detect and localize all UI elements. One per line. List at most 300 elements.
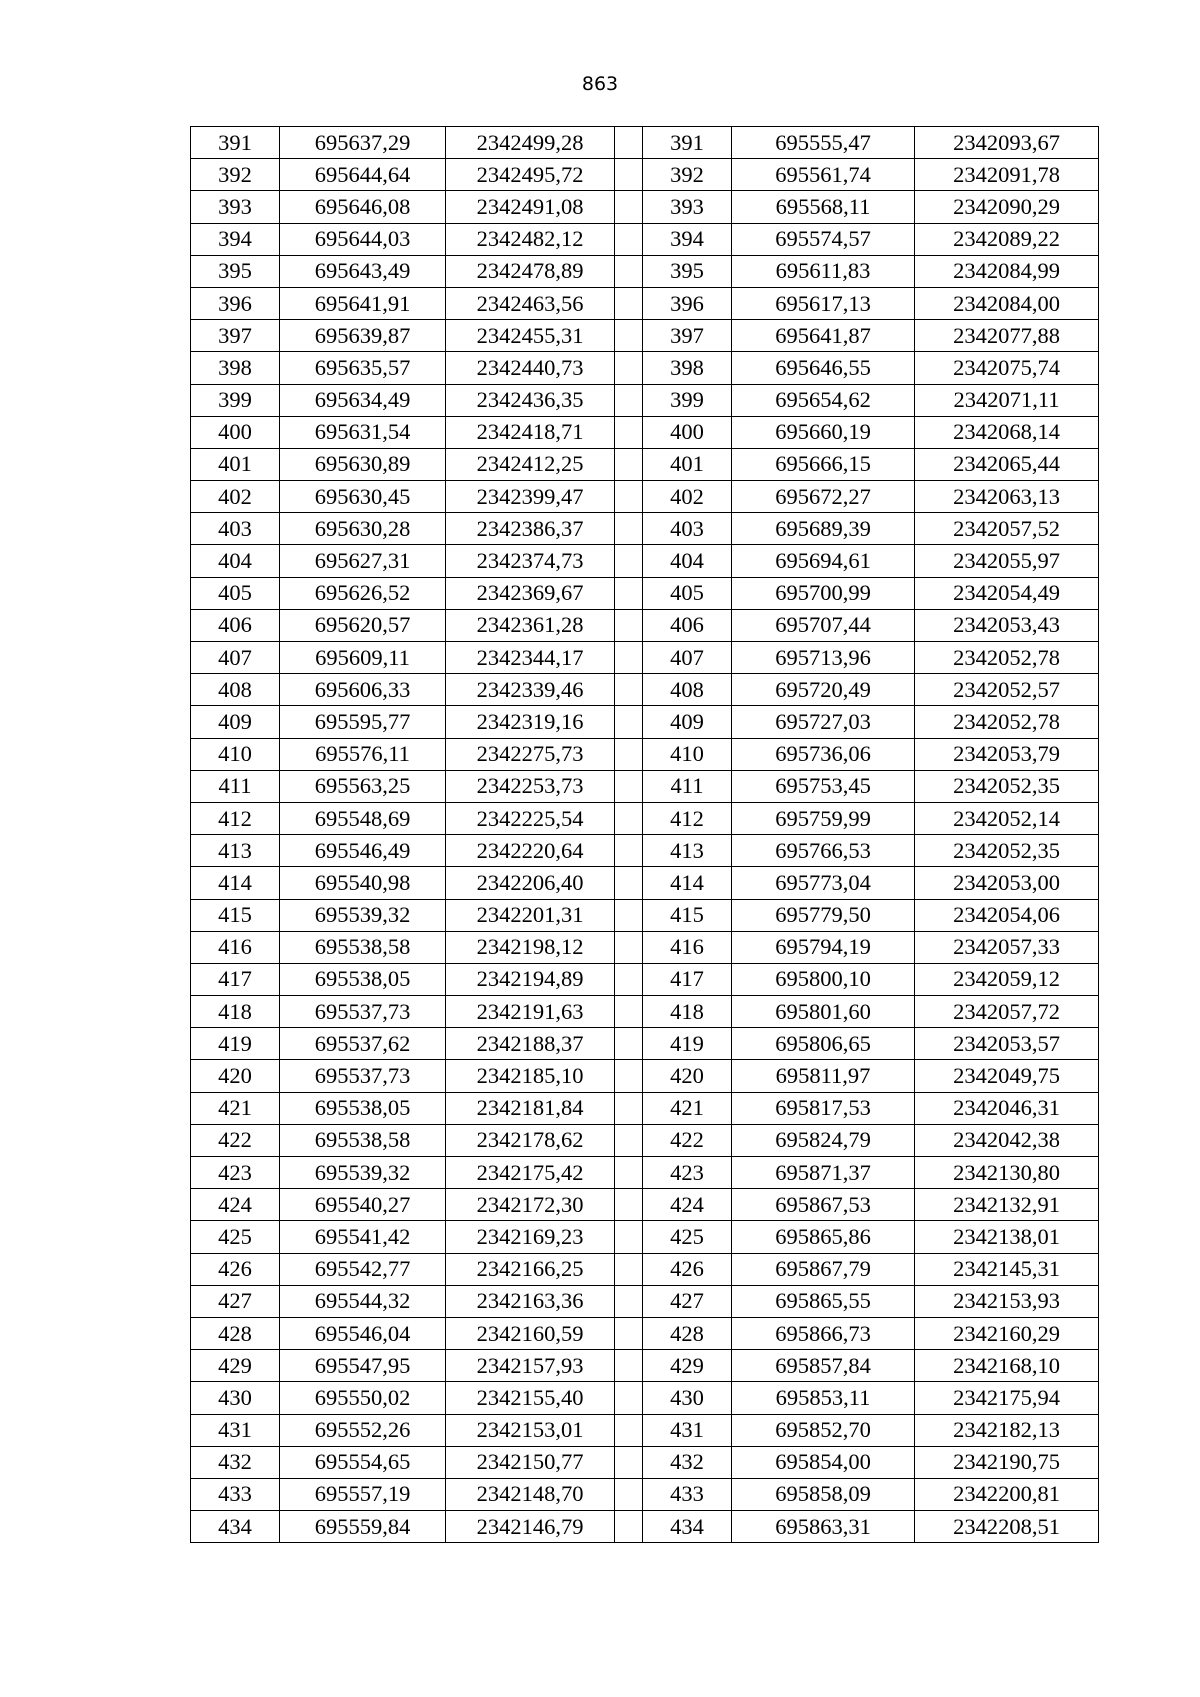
right-y-coordinate-cell: 2342053,43 [915,609,1099,641]
table-row [191,899,1099,931]
left-y-coordinate-cell: 2342463,56 [446,287,615,319]
right-point-number-cell: 392 [643,159,732,191]
right-point-number-cell: 423 [643,1157,732,1189]
left-x-coordinate-cell: 695631,54 [280,416,446,448]
right-x-coordinate-cell: 695694,61 [732,545,915,577]
coordinates-table [190,126,1099,1543]
spacer-cell [615,802,643,834]
right-y-coordinate-cell: 2342093,67 [915,127,1099,159]
left-point-number-cell: 430 [191,1382,280,1414]
right-y-coordinate-cell: 2342145,31 [915,1253,1099,1285]
left-x-coordinate-cell: 695540,27 [280,1189,446,1221]
left-x-coordinate-cell: 695630,89 [280,448,446,480]
spacer-cell [615,609,643,641]
left-y-coordinate-cell: 2342153,01 [446,1414,615,1446]
left-x-coordinate-cell: 695540,98 [280,867,446,899]
right-y-coordinate-cell: 2342046,31 [915,1092,1099,1124]
left-point-number-cell: 408 [191,674,280,706]
spacer-cell [615,1511,643,1543]
left-point-number-cell: 400 [191,416,280,448]
right-point-number-cell: 394 [643,223,732,255]
right-y-coordinate-cell: 2342200,81 [915,1478,1099,1510]
right-y-coordinate-cell: 2342052,35 [915,770,1099,802]
left-y-coordinate-cell: 2342191,63 [446,996,615,1028]
table-row [191,835,1099,867]
left-x-coordinate-cell: 695546,49 [280,835,446,867]
spacer-cell [615,1253,643,1285]
left-x-coordinate-cell: 695538,05 [280,1092,446,1124]
right-y-coordinate-cell: 2342130,80 [915,1157,1099,1189]
right-point-number-cell: 432 [643,1446,732,1478]
right-x-coordinate-cell: 695700,99 [732,577,915,609]
spacer-cell [615,287,643,319]
right-x-coordinate-cell: 695863,31 [732,1511,915,1543]
right-point-number-cell: 411 [643,770,732,802]
spacer-cell [615,1285,643,1317]
left-point-number-cell: 427 [191,1285,280,1317]
right-y-coordinate-cell: 2342091,78 [915,159,1099,191]
spacer-cell [615,1350,643,1382]
table-row [191,1124,1099,1156]
right-x-coordinate-cell: 695753,45 [732,770,915,802]
right-y-coordinate-cell: 2342057,33 [915,931,1099,963]
left-x-coordinate-cell: 695630,45 [280,481,446,513]
left-point-number-cell: 404 [191,545,280,577]
right-x-coordinate-cell: 695766,53 [732,835,915,867]
left-x-coordinate-cell: 695537,73 [280,1060,446,1092]
right-y-coordinate-cell: 2342052,78 [915,642,1099,674]
right-point-number-cell: 405 [643,577,732,609]
left-point-number-cell: 405 [191,577,280,609]
right-x-coordinate-cell: 695871,37 [732,1157,915,1189]
right-point-number-cell: 407 [643,642,732,674]
right-x-coordinate-cell: 695654,62 [732,384,915,416]
right-point-number-cell: 408 [643,674,732,706]
left-y-coordinate-cell: 2342175,42 [446,1157,615,1189]
spacer-cell [615,674,643,706]
left-y-coordinate-cell: 2342185,10 [446,1060,615,1092]
right-point-number-cell: 401 [643,448,732,480]
right-point-number-cell: 418 [643,996,732,1028]
left-y-coordinate-cell: 2342148,70 [446,1478,615,1510]
left-x-coordinate-cell: 695552,26 [280,1414,446,1446]
left-point-number-cell: 391 [191,127,280,159]
spacer-cell [615,1478,643,1510]
right-x-coordinate-cell: 695811,97 [732,1060,915,1092]
left-point-number-cell: 407 [191,642,280,674]
left-x-coordinate-cell: 695539,32 [280,899,446,931]
right-point-number-cell: 413 [643,835,732,867]
right-point-number-cell: 397 [643,320,732,352]
right-x-coordinate-cell: 695736,06 [732,738,915,770]
right-point-number-cell: 433 [643,1478,732,1510]
left-point-number-cell: 434 [191,1511,280,1543]
table-row [191,545,1099,577]
right-y-coordinate-cell: 2342052,78 [915,706,1099,738]
right-y-coordinate-cell: 2342068,14 [915,416,1099,448]
right-x-coordinate-cell: 695854,00 [732,1446,915,1478]
left-y-coordinate-cell: 2342169,23 [446,1221,615,1253]
table-row [191,996,1099,1028]
table-row [191,1157,1099,1189]
left-point-number-cell: 392 [191,159,280,191]
table-row [191,352,1099,384]
left-x-coordinate-cell: 695595,77 [280,706,446,738]
left-y-coordinate-cell: 2342478,89 [446,255,615,287]
right-point-number-cell: 403 [643,513,732,545]
right-y-coordinate-cell: 2342071,11 [915,384,1099,416]
left-x-coordinate-cell: 695637,29 [280,127,446,159]
table-row [191,1511,1099,1543]
right-point-number-cell: 431 [643,1414,732,1446]
table-row [191,931,1099,963]
right-point-number-cell: 398 [643,352,732,384]
spacer-cell [615,513,643,545]
spacer-cell [615,352,643,384]
left-x-coordinate-cell: 695559,84 [280,1511,446,1543]
right-y-coordinate-cell: 2342049,75 [915,1060,1099,1092]
left-point-number-cell: 420 [191,1060,280,1092]
table-row [191,127,1099,159]
table-row [191,1028,1099,1060]
left-y-coordinate-cell: 2342146,79 [446,1511,615,1543]
left-y-coordinate-cell: 2342163,36 [446,1285,615,1317]
left-point-number-cell: 396 [191,287,280,319]
table-row [191,963,1099,995]
left-point-number-cell: 419 [191,1028,280,1060]
right-x-coordinate-cell: 695561,74 [732,159,915,191]
right-y-coordinate-cell: 2342190,75 [915,1446,1099,1478]
right-point-number-cell: 422 [643,1124,732,1156]
left-y-coordinate-cell: 2342344,17 [446,642,615,674]
right-x-coordinate-cell: 695617,13 [732,287,915,319]
right-x-coordinate-cell: 695779,50 [732,899,915,931]
right-y-coordinate-cell: 2342132,91 [915,1189,1099,1221]
left-x-coordinate-cell: 695544,32 [280,1285,446,1317]
right-x-coordinate-cell: 695707,44 [732,609,915,641]
spacer-cell [615,1157,643,1189]
table-row [191,609,1099,641]
left-x-coordinate-cell: 695644,03 [280,223,446,255]
left-y-coordinate-cell: 2342188,37 [446,1028,615,1060]
spacer-cell [615,835,643,867]
left-y-coordinate-cell: 2342155,40 [446,1382,615,1414]
right-x-coordinate-cell: 695865,86 [732,1221,915,1253]
spacer-cell [615,1124,643,1156]
right-point-number-cell: 421 [643,1092,732,1124]
spacer-cell [615,1060,643,1092]
table-row [191,770,1099,802]
left-y-coordinate-cell: 2342198,12 [446,931,615,963]
table-row [191,1382,1099,1414]
right-point-number-cell: 406 [643,609,732,641]
left-point-number-cell: 413 [191,835,280,867]
right-x-coordinate-cell: 695867,79 [732,1253,915,1285]
right-point-number-cell: 402 [643,481,732,513]
right-point-number-cell: 415 [643,899,732,931]
right-point-number-cell: 425 [643,1221,732,1253]
right-point-number-cell: 426 [643,1253,732,1285]
left-point-number-cell: 421 [191,1092,280,1124]
left-x-coordinate-cell: 695646,08 [280,191,446,223]
left-x-coordinate-cell: 695641,91 [280,287,446,319]
left-y-coordinate-cell: 2342412,25 [446,448,615,480]
left-point-number-cell: 411 [191,770,280,802]
spacer-cell [615,255,643,287]
left-y-coordinate-cell: 2342361,28 [446,609,615,641]
left-x-coordinate-cell: 695537,62 [280,1028,446,1060]
right-y-coordinate-cell: 2342052,57 [915,674,1099,706]
left-point-number-cell: 398 [191,352,280,384]
right-point-number-cell: 428 [643,1317,732,1349]
right-x-coordinate-cell: 695713,96 [732,642,915,674]
left-x-coordinate-cell: 695554,65 [280,1446,446,1478]
left-point-number-cell: 412 [191,802,280,834]
spacer-cell [615,416,643,448]
spacer-cell [615,320,643,352]
right-point-number-cell: 412 [643,802,732,834]
left-y-coordinate-cell: 2342386,37 [446,513,615,545]
table-row [191,1414,1099,1446]
left-y-coordinate-cell: 2342339,46 [446,674,615,706]
right-y-coordinate-cell: 2342053,79 [915,738,1099,770]
right-point-number-cell: 419 [643,1028,732,1060]
left-x-coordinate-cell: 695620,57 [280,609,446,641]
right-x-coordinate-cell: 695824,79 [732,1124,915,1156]
spacer-cell [615,1317,643,1349]
left-point-number-cell: 409 [191,706,280,738]
right-y-coordinate-cell: 2342084,99 [915,255,1099,287]
left-y-coordinate-cell: 2342172,30 [446,1189,615,1221]
right-point-number-cell: 430 [643,1382,732,1414]
left-y-coordinate-cell: 2342220,64 [446,835,615,867]
left-x-coordinate-cell: 695626,52 [280,577,446,609]
right-point-number-cell: 416 [643,931,732,963]
left-point-number-cell: 393 [191,191,280,223]
right-point-number-cell: 424 [643,1189,732,1221]
table-row [191,706,1099,738]
spacer-cell [615,384,643,416]
table-row [191,320,1099,352]
right-x-coordinate-cell: 695852,70 [732,1414,915,1446]
table-row [191,1350,1099,1382]
right-x-coordinate-cell: 695800,10 [732,963,915,995]
left-point-number-cell: 422 [191,1124,280,1156]
left-point-number-cell: 418 [191,996,280,1028]
table-row [191,1060,1099,1092]
left-point-number-cell: 395 [191,255,280,287]
right-y-coordinate-cell: 2342090,29 [915,191,1099,223]
right-y-coordinate-cell: 2342138,01 [915,1221,1099,1253]
right-x-coordinate-cell: 695689,39 [732,513,915,545]
right-y-coordinate-cell: 2342059,12 [915,963,1099,995]
page-number: 863 [581,73,619,95]
spacer-cell [615,481,643,513]
right-x-coordinate-cell: 695866,73 [732,1317,915,1349]
spacer-cell [615,191,643,223]
left-y-coordinate-cell: 2342166,25 [446,1253,615,1285]
left-y-coordinate-cell: 2342178,62 [446,1124,615,1156]
right-point-number-cell: 393 [643,191,732,223]
right-y-coordinate-cell: 2342063,13 [915,481,1099,513]
left-point-number-cell: 403 [191,513,280,545]
spacer-cell [615,996,643,1028]
right-y-coordinate-cell: 2342077,88 [915,320,1099,352]
right-y-coordinate-cell: 2342054,49 [915,577,1099,609]
left-x-coordinate-cell: 695634,49 [280,384,446,416]
spacer-cell [615,448,643,480]
table-row [191,1253,1099,1285]
right-y-coordinate-cell: 2342053,57 [915,1028,1099,1060]
left-point-number-cell: 402 [191,481,280,513]
table-row [191,513,1099,545]
right-y-coordinate-cell: 2342057,52 [915,513,1099,545]
right-y-coordinate-cell: 2342089,22 [915,223,1099,255]
coordinates-table-body [191,127,1099,1543]
left-y-coordinate-cell: 2342399,47 [446,481,615,513]
right-y-coordinate-cell: 2342168,10 [915,1350,1099,1382]
left-point-number-cell: 426 [191,1253,280,1285]
right-point-number-cell: 400 [643,416,732,448]
right-point-number-cell: 410 [643,738,732,770]
left-x-coordinate-cell: 695635,57 [280,352,446,384]
left-y-coordinate-cell: 2342482,12 [446,223,615,255]
right-y-coordinate-cell: 2342057,72 [915,996,1099,1028]
spacer-cell [615,770,643,802]
left-x-coordinate-cell: 695576,11 [280,738,446,770]
left-point-number-cell: 416 [191,931,280,963]
right-x-coordinate-cell: 695660,19 [732,416,915,448]
table-row [191,416,1099,448]
left-point-number-cell: 397 [191,320,280,352]
table-row [191,577,1099,609]
left-y-coordinate-cell: 2342194,89 [446,963,615,995]
right-y-coordinate-cell: 2342153,93 [915,1285,1099,1317]
left-y-coordinate-cell: 2342225,54 [446,802,615,834]
right-x-coordinate-cell: 695611,83 [732,255,915,287]
right-x-coordinate-cell: 695857,84 [732,1350,915,1382]
left-x-coordinate-cell: 695538,05 [280,963,446,995]
left-y-coordinate-cell: 2342150,77 [446,1446,615,1478]
left-point-number-cell: 432 [191,1446,280,1478]
left-x-coordinate-cell: 695643,49 [280,255,446,287]
right-y-coordinate-cell: 2342160,29 [915,1317,1099,1349]
spacer-cell [615,867,643,899]
left-x-coordinate-cell: 695609,11 [280,642,446,674]
right-x-coordinate-cell: 695806,65 [732,1028,915,1060]
right-x-coordinate-cell: 695858,09 [732,1478,915,1510]
right-y-coordinate-cell: 2342052,14 [915,802,1099,834]
spacer-cell [615,577,643,609]
left-point-number-cell: 423 [191,1157,280,1189]
spacer-cell [615,545,643,577]
left-x-coordinate-cell: 695542,77 [280,1253,446,1285]
spacer-cell [615,738,643,770]
left-x-coordinate-cell: 695563,25 [280,770,446,802]
left-y-coordinate-cell: 2342319,16 [446,706,615,738]
left-point-number-cell: 417 [191,963,280,995]
spacer-cell [615,931,643,963]
left-y-coordinate-cell: 2342455,31 [446,320,615,352]
table-row [191,481,1099,513]
left-point-number-cell: 414 [191,867,280,899]
left-y-coordinate-cell: 2342253,73 [446,770,615,802]
left-y-coordinate-cell: 2342418,71 [446,416,615,448]
right-point-number-cell: 404 [643,545,732,577]
left-point-number-cell: 401 [191,448,280,480]
table-row [191,448,1099,480]
spacer-cell [615,1446,643,1478]
left-point-number-cell: 406 [191,609,280,641]
table-row [191,1221,1099,1253]
table-row [191,287,1099,319]
right-y-coordinate-cell: 2342054,06 [915,899,1099,931]
spacer-cell [615,127,643,159]
left-x-coordinate-cell: 695537,73 [280,996,446,1028]
right-x-coordinate-cell: 695641,87 [732,320,915,352]
left-x-coordinate-cell: 695606,33 [280,674,446,706]
table-row [191,674,1099,706]
left-x-coordinate-cell: 695547,95 [280,1350,446,1382]
right-x-coordinate-cell: 695574,57 [732,223,915,255]
right-point-number-cell: 409 [643,706,732,738]
spacer-cell [615,642,643,674]
right-y-coordinate-cell: 2342208,51 [915,1511,1099,1543]
table-row [191,159,1099,191]
spacer-cell [615,899,643,931]
spacer-cell [615,159,643,191]
left-x-coordinate-cell: 695538,58 [280,1124,446,1156]
right-x-coordinate-cell: 695853,11 [732,1382,915,1414]
left-point-number-cell: 410 [191,738,280,770]
right-point-number-cell: 395 [643,255,732,287]
left-y-coordinate-cell: 2342499,28 [446,127,615,159]
right-x-coordinate-cell: 695773,04 [732,867,915,899]
spacer-cell [615,706,643,738]
left-point-number-cell: 429 [191,1350,280,1382]
spacer-cell [615,963,643,995]
right-point-number-cell: 417 [643,963,732,995]
spacer-cell [615,1189,643,1221]
right-x-coordinate-cell: 695727,03 [732,706,915,738]
right-point-number-cell: 420 [643,1060,732,1092]
left-x-coordinate-cell: 695538,58 [280,931,446,963]
table-row [191,1446,1099,1478]
right-y-coordinate-cell: 2342055,97 [915,545,1099,577]
left-point-number-cell: 433 [191,1478,280,1510]
spacer-cell [615,1414,643,1446]
left-x-coordinate-cell: 695546,04 [280,1317,446,1349]
right-y-coordinate-cell: 2342042,38 [915,1124,1099,1156]
spacer-cell [615,1382,643,1414]
right-point-number-cell: 391 [643,127,732,159]
table-row [191,802,1099,834]
table-row [191,1189,1099,1221]
left-point-number-cell: 394 [191,223,280,255]
left-y-coordinate-cell: 2342206,40 [446,867,615,899]
spacer-cell [615,1221,643,1253]
right-y-coordinate-cell: 2342182,13 [915,1414,1099,1446]
left-point-number-cell: 425 [191,1221,280,1253]
table-row [191,191,1099,223]
right-x-coordinate-cell: 695666,15 [732,448,915,480]
right-x-coordinate-cell: 695867,53 [732,1189,915,1221]
right-y-coordinate-cell: 2342175,94 [915,1382,1099,1414]
right-y-coordinate-cell: 2342075,74 [915,352,1099,384]
left-y-coordinate-cell: 2342181,84 [446,1092,615,1124]
table-row [191,1285,1099,1317]
right-y-coordinate-cell: 2342052,35 [915,835,1099,867]
